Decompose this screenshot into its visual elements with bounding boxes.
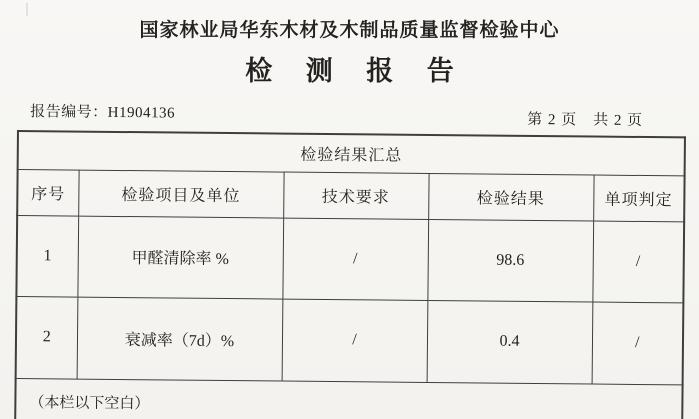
report-title: 检 测 报 告 bbox=[245, 56, 467, 86]
report-number-label: 报告编号： bbox=[30, 104, 108, 121]
report-number-value: H1904136 bbox=[107, 104, 176, 122]
judgement-cell: / bbox=[592, 302, 684, 385]
results-table bbox=[14, 130, 686, 419]
item-cell: 衰减率（7d）% bbox=[77, 297, 283, 381]
header-item: 检验项目及单位 bbox=[78, 170, 283, 218]
report-number bbox=[30, 100, 175, 122]
seq-cell: 1 bbox=[16, 215, 78, 297]
table-caption: 检验结果汇总 bbox=[18, 131, 685, 175]
table-footer-row bbox=[15, 378, 683, 419]
req-cell: / bbox=[282, 218, 428, 300]
result-cell: 98.6 bbox=[427, 219, 593, 302]
seq-cell: 2 bbox=[16, 296, 78, 379]
result-cell: 0.4 bbox=[427, 300, 593, 384]
org-name: 国家林业局华东木材及木制品质量监督检验中心 bbox=[139, 20, 560, 41]
footer-note: （本栏以下空白） bbox=[15, 378, 683, 419]
item-cell: 甲醛清除率 % bbox=[77, 216, 283, 299]
header-req: 技术要求 bbox=[283, 172, 428, 219]
page-indicator: 第 2 页 共 2 页 bbox=[527, 111, 644, 130]
table-row bbox=[16, 296, 684, 384]
header-judgement: 单项判定 bbox=[593, 175, 684, 222]
header-result: 检验结果 bbox=[428, 173, 593, 221]
header-seq: 序号 bbox=[17, 169, 78, 216]
req-cell: / bbox=[282, 299, 428, 382]
judgement-cell: / bbox=[592, 221, 684, 303]
table-header-row bbox=[17, 169, 684, 221]
table-row bbox=[16, 215, 684, 302]
table-caption-row bbox=[18, 131, 685, 175]
